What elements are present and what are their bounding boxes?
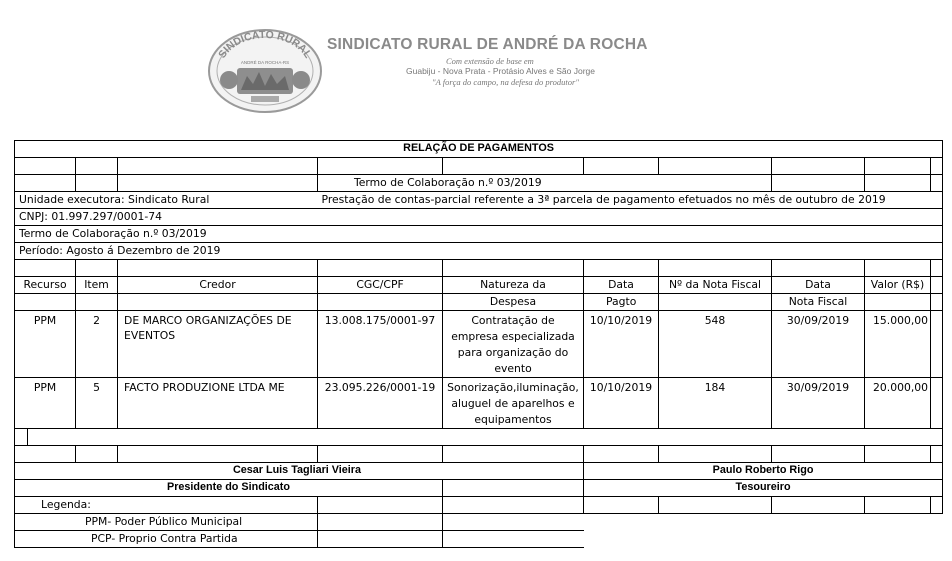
- legend-pcp: PCP- Proprio Contra Partida: [15, 531, 318, 548]
- letterhead: [0, 0, 952, 140]
- row-nota: 548: [659, 311, 772, 378]
- row-cgc: 23.095.226/0001-19: [318, 378, 443, 429]
- letterhead-line-2: Guabiju - Nova Prata - Protásio Alves e São Jorge: [406, 66, 595, 76]
- legend-ppm: PPM- Poder Público Municipal: [15, 514, 318, 531]
- column-header-row: [15, 277, 943, 294]
- seal-mid-text: ANDRÉ DA ROCHA-RS: [240, 60, 290, 65]
- row-nota: 184: [659, 378, 772, 429]
- termo-header-row: [15, 175, 943, 192]
- col-data-pagto: Data: [584, 277, 659, 294]
- col-cgc: CGC/CPF: [318, 277, 443, 294]
- unidade-row: [15, 192, 943, 209]
- row-item: 2: [76, 311, 118, 378]
- row-valor: 15.000,00: [865, 311, 931, 378]
- left-signatory-role: Presidente do Sindicato: [15, 480, 443, 497]
- report-title: RELAÇÃO DE PAGAMENTOS: [15, 141, 943, 158]
- col-nota-fiscal: Nº da Nota Fiscal: [659, 277, 772, 294]
- row-credor: FACTO PRODUZIONE LTDA ME: [118, 378, 318, 429]
- unidade-executora: Unidade executora: Sindicato Rural: [15, 192, 318, 209]
- title-row: [15, 141, 943, 158]
- row-natureza: Contratação de empresa especializada para organização do evento: [443, 311, 584, 378]
- row-recurso: PPM: [15, 378, 76, 429]
- payments-table: [14, 140, 943, 548]
- termo-colaboracao: Termo de Colaboração n.º 03/2019: [15, 226, 943, 243]
- col-valor: Valor (R$): [865, 277, 931, 294]
- row-natureza: Sonorização,iluminação, aluguel de aparelhos e equipamentos: [443, 378, 584, 429]
- seal-top-text: SINDICATO RURAL: [216, 28, 314, 61]
- blank-row: [15, 158, 943, 175]
- col-natureza: Natureza da: [443, 277, 584, 294]
- col-data-pagto-2: Pagto: [584, 294, 659, 311]
- row-data-nf: 30/09/2019: [772, 311, 865, 378]
- col-data-nf: Data: [772, 277, 865, 294]
- signature-role-row: [15, 480, 943, 497]
- prestacao-contas: Prestação de contas-parcial referente a 3ª parcela de pagamento efetuados no mês de outubro de 2019: [318, 192, 943, 209]
- row-data-pagto: 10/10/2019: [584, 378, 659, 429]
- right-signatory-name: Paulo Roberto Rigo: [584, 463, 943, 480]
- row-credor: DE MARCO ORGANIZAÇÕES DE EVENTOS: [118, 311, 318, 378]
- blank-row: [15, 429, 943, 446]
- legend-row: [15, 514, 943, 531]
- legend-row: [15, 497, 943, 514]
- col-data-nf-2: Nota Fiscal: [772, 294, 865, 311]
- sindicato-seal-logo: [207, 28, 323, 114]
- termo-header: Termo de Colaboração n.º 03/2019: [318, 175, 659, 192]
- cnpj: CNPJ: 01.997.297/0001-74: [15, 209, 943, 226]
- letterhead-slogan: "A força do campo, na defesa do produtor": [432, 77, 579, 87]
- col-item: Item: [76, 277, 118, 294]
- signature-name-row: [15, 463, 943, 480]
- col-recurso: Recurso: [15, 277, 76, 294]
- table-row: [15, 378, 943, 429]
- blank-row: [15, 446, 943, 463]
- row-data-nf: 30/09/2019: [772, 378, 865, 429]
- col-credor: Credor: [118, 277, 318, 294]
- cnpj-row: [15, 209, 943, 226]
- row-cgc: 13.008.175/0001-97: [318, 311, 443, 378]
- column-header-row-2: [15, 294, 943, 311]
- left-signatory-name: Cesar Luis Tagliari Vieira: [15, 463, 584, 480]
- row-recurso: PPM: [15, 311, 76, 378]
- table-row: [15, 311, 943, 378]
- organization-title: SINDICATO RURAL DE ANDRÉ DA ROCHA: [327, 36, 648, 53]
- right-signatory-role: Tesoureiro: [584, 480, 943, 497]
- row-item: 5: [76, 378, 118, 429]
- periodo-row: [15, 243, 943, 260]
- legend-row: [15, 531, 943, 548]
- col-natureza-2: Despesa: [443, 294, 584, 311]
- blank-row: [15, 260, 943, 277]
- letterhead-line-1: Com extensão de base em: [446, 56, 534, 66]
- row-valor: 20.000,00: [865, 378, 931, 429]
- row-data-pagto: 10/10/2019: [584, 311, 659, 378]
- periodo: Período: Agosto á Dezembro de 2019: [15, 243, 943, 260]
- termo-row: [15, 226, 943, 243]
- legend-title: Legenda:: [15, 497, 118, 514]
